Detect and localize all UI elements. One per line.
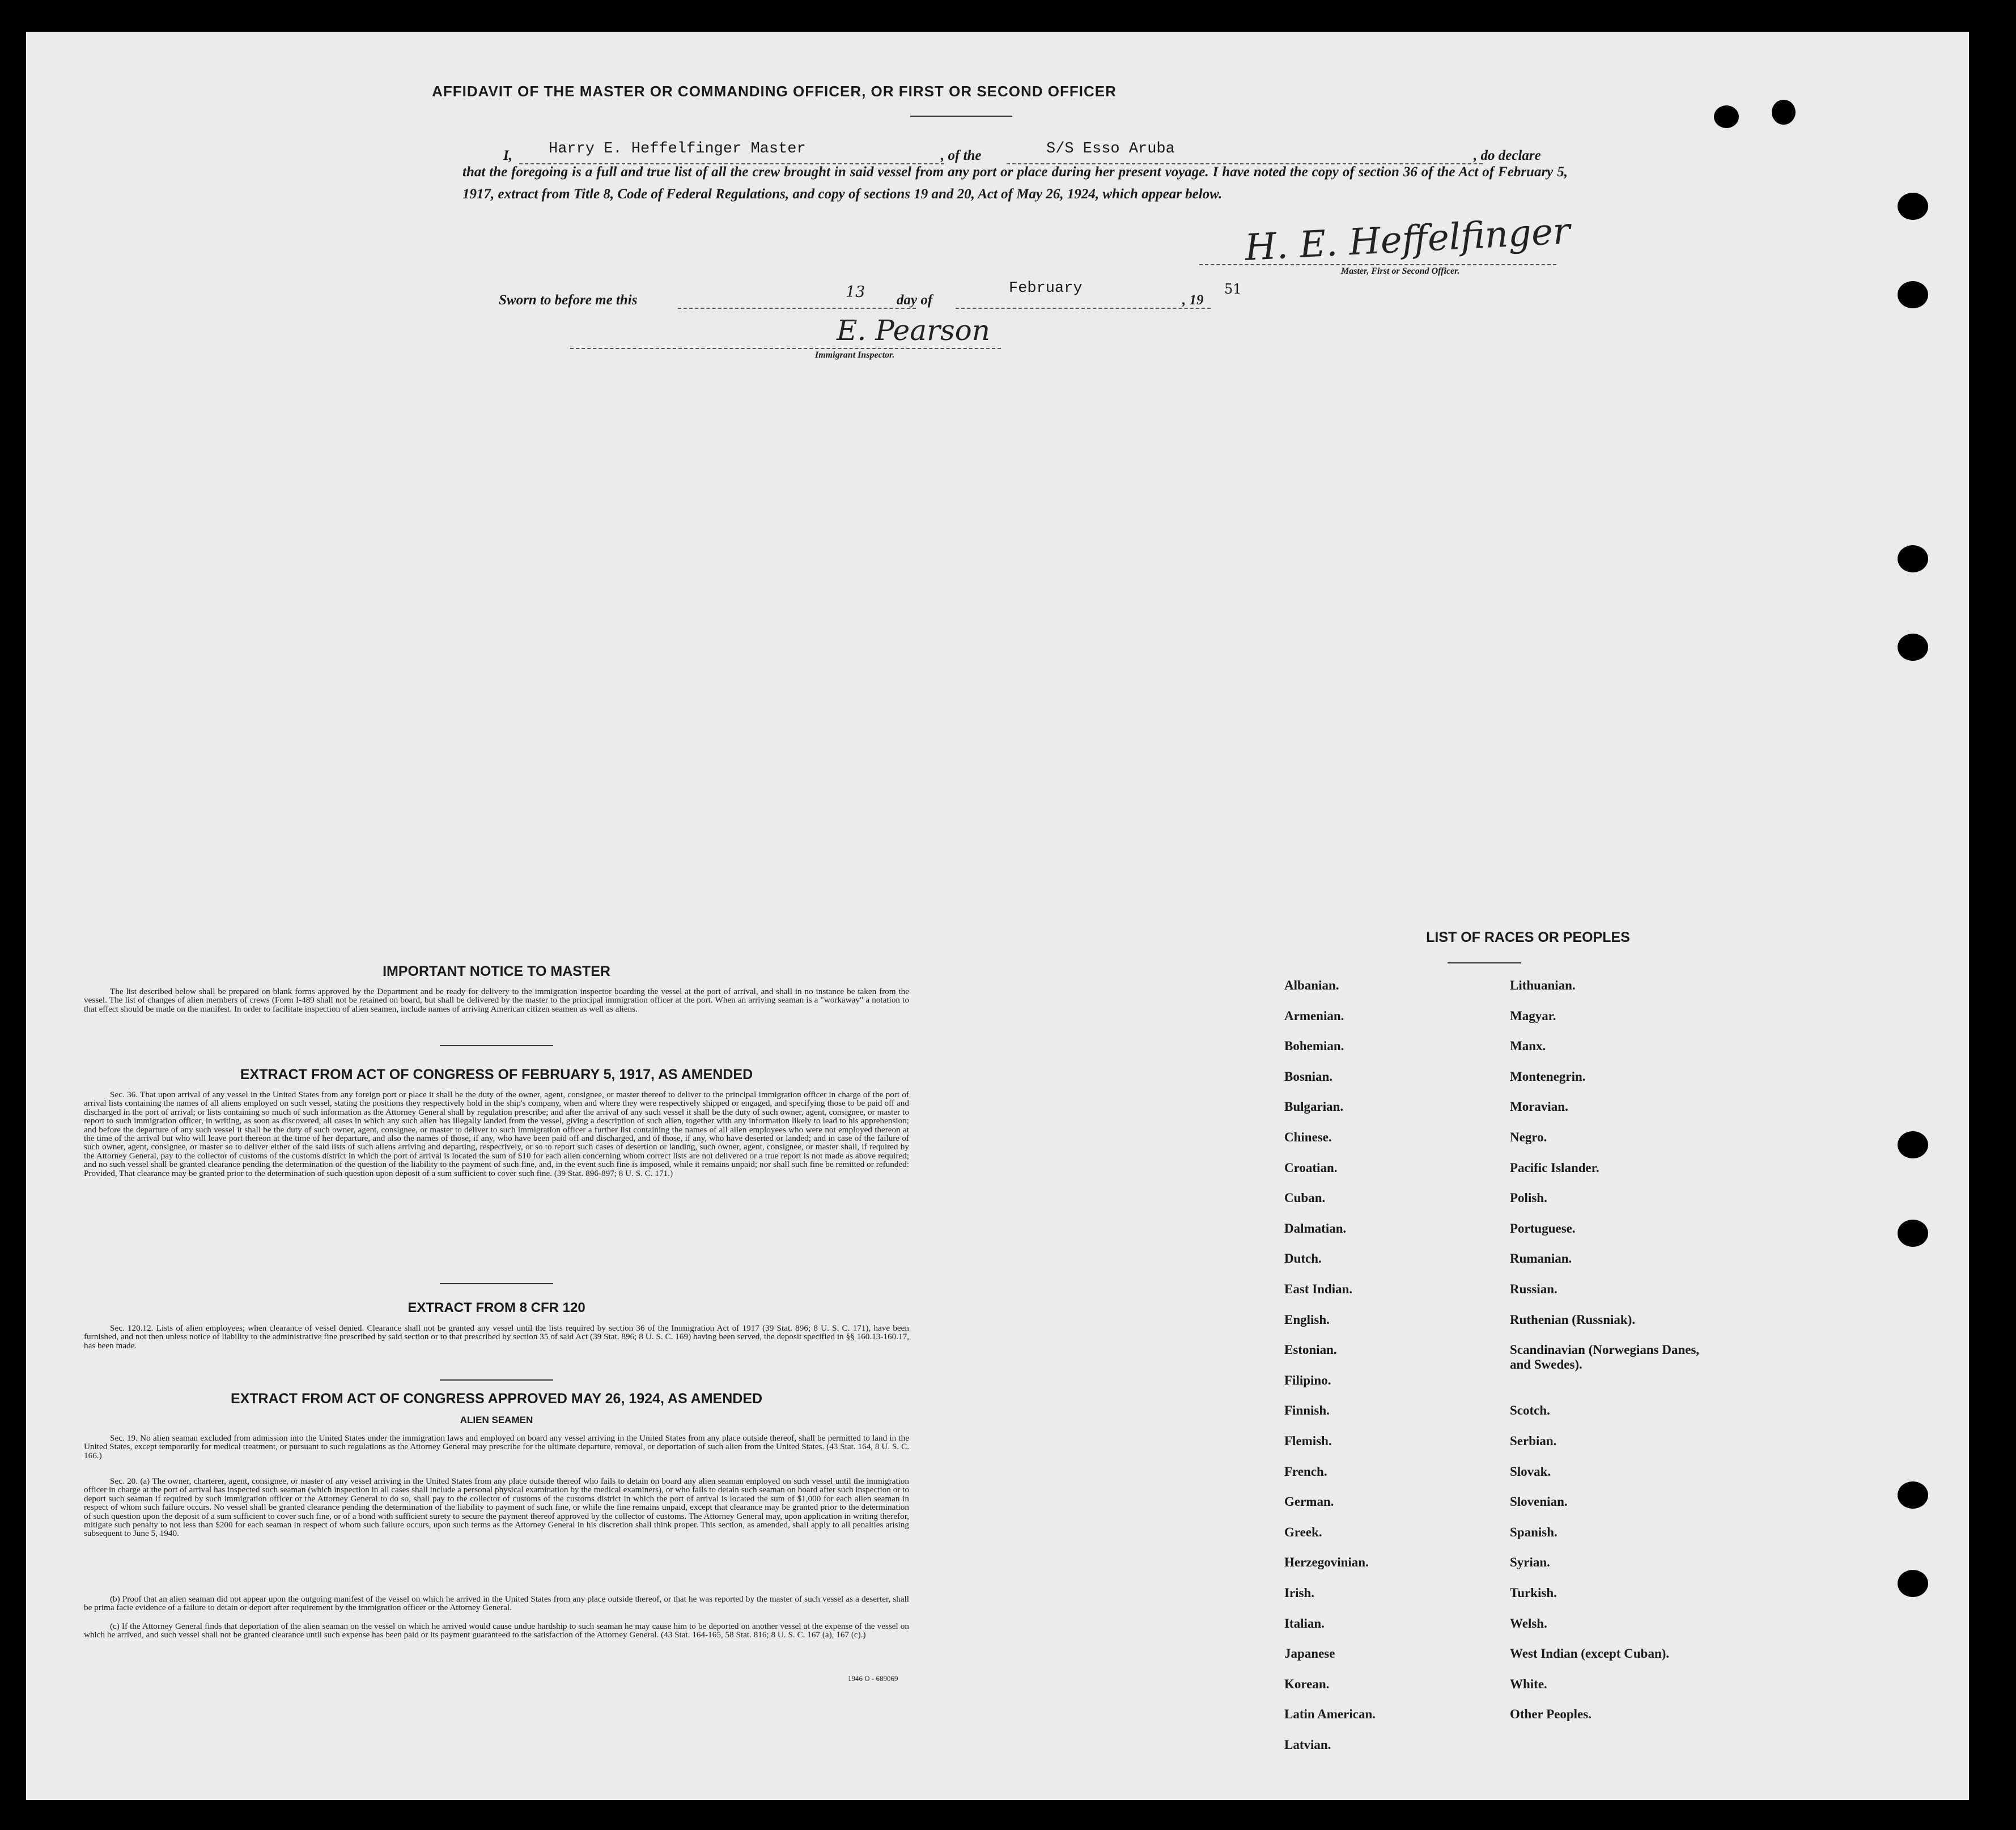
notice-title: IMPORTANT NOTICE TO MASTER — [383, 963, 610, 979]
race-item: Italian. — [1284, 1616, 1325, 1631]
races-title: LIST OF RACES OR PEOPLES — [1426, 929, 1630, 945]
race-item: Armenian. — [1284, 1008, 1344, 1023]
sec-20a-text: Sec. 20. (a) The owner, charterer, agent, consignee, or master of any vessel arriving in the United States from any place outside thereof who fails to detain on board any alien seaman employed on such vessel until the immigration officer in charge at the port of arrival has inspected such seaman (which inspection in all cases shall include a personal physical examination by the medical examiners), or who fails to detain such seaman on board after such inspection or to deport such seaman if required by such immigration officer or the Attorney General to do so, shall pay to the collector of customs of the customs district in which the port of arrival is located the sum of $1,000 for each alien seaman in respect of whom such failure occurs. No vessel shall be granted clearance pending the determination of the liability to payment of such fine, or while the fine remains unpaid, except that clearance may be granted prior to the determination of such question upon the deposit of a sum sufficient to cover such fine, or of a bond with sufficient surety to secure the payment thereof approved by the collector of customs. The Attorney General may, upon application in writing therefor, mitigate such penalty to not less than $200 for each seaman in respect of whom such failure occurs, upon such terms as the Attorney General in his discretion shall think proper. This section, as amended, shall apply to all penalties arising subsequent to June 5, 1940. — [84, 1476, 909, 1539]
race-item: Latin American. — [1284, 1707, 1376, 1722]
inspector-signature: E. Pearson — [837, 314, 990, 347]
race-item: Japanese — [1284, 1646, 1335, 1661]
extract-1924-title: EXTRACT FROM ACT OF CONGRESS APPROVED MAY 26, 1924, AS AMENDED — [230, 1391, 763, 1407]
affidavit-title: AFFIDAVIT OF THE MASTER OR COMMANDING OFFICER, OR FIRST OR SECOND OFFICER — [432, 83, 1117, 100]
race-item: Latvian. — [1284, 1738, 1331, 1752]
race-item: Korean. — [1284, 1676, 1330, 1691]
sworn-month-value: February — [1009, 280, 1083, 297]
sworn-year-value: 51 — [1224, 281, 1242, 297]
race-item: Herzegovinian. — [1284, 1555, 1369, 1570]
punch-hole — [1898, 634, 1928, 661]
race-item: Flemish. — [1284, 1434, 1332, 1448]
extract-1924-subtitle: ALIEN SEAMEN — [460, 1415, 533, 1425]
divider — [440, 1379, 553, 1381]
affidavit-i-label: I, — [503, 148, 512, 163]
race-item: Magyar. — [1510, 1008, 1556, 1023]
race-item: Slovak. — [1510, 1464, 1551, 1479]
race-item: Finnish. — [1284, 1403, 1330, 1418]
sec-20b-text: (b) Proof that an alien seaman did not appear upon the outgoing manifest of the vessel on which he arrived in the United States from any place outside thereof, or that he was reported by the master of such vessel as a deserter, shall be prima facie evidence of a failure to detain or deport after requirement by the immigration officer or the Attorney General. — [84, 1594, 909, 1613]
divider — [1448, 962, 1521, 963]
race-item: German. — [1284, 1494, 1334, 1509]
extract-1917-title: EXTRACT FROM ACT OF CONGRESS OF FEBRUARY 5, 1917, AS AMENDED — [240, 1067, 753, 1082]
of-the-label: , of the — [941, 148, 982, 163]
race-item: Cuban. — [1284, 1191, 1326, 1205]
race-item: Filipino. — [1284, 1373, 1331, 1387]
race-item: French. — [1284, 1464, 1327, 1479]
race-item: Ruthenian (Russniak). — [1510, 1312, 1636, 1327]
race-item: Portuguese. — [1510, 1221, 1576, 1235]
day-underline — [678, 308, 916, 309]
race-item: Scandinavian (Norwegians Danes, and Swedes). — [1510, 1343, 1700, 1372]
race-item: Slovenian. — [1510, 1494, 1568, 1509]
print-code: 1946 O - 689069 — [848, 1674, 898, 1683]
master-signature-caption: Master, First or Second Officer. — [1341, 266, 1460, 276]
race-item: Turkish. — [1510, 1586, 1557, 1600]
race-item: Bulgarian. — [1284, 1099, 1344, 1114]
race-item: Dalmatian. — [1284, 1221, 1347, 1235]
inspector-caption: Immigrant Inspector. — [815, 350, 895, 360]
race-item: Bosnian. — [1284, 1069, 1333, 1084]
master-signature-line — [1199, 264, 1556, 265]
race-item: Polish. — [1510, 1191, 1547, 1205]
race-item: Croatian. — [1284, 1160, 1338, 1175]
extract-cfr-text: Sec. 120.12. Lists of alien employees; when clearance of vessel denied. Clearance shall not be granted any vessel until the lists required by section 36 of the Immigration Act of 1917 (39 Stat. 896; 8 U. S. C. 171), have been furnished, and not then unless notice of liability to the administrative fine prescribed by said section or to that prescribed by section 35 of said Act (39 Stat. 896; 8 U. S. C. 169) having been served, the deposit specified in §§ 160.13-160.17, has been made. — [84, 1323, 909, 1351]
day-of-label: day of — [897, 292, 933, 308]
race-item: Pacific Islander. — [1510, 1160, 1599, 1175]
divider — [440, 1283, 553, 1284]
race-item: Estonian. — [1284, 1343, 1337, 1357]
divider — [910, 116, 1012, 117]
vessel-name-value: S/S Esso Aruba — [1046, 141, 1175, 158]
affidavit-body: that the foregoing is a full and true list of all the crew brought in said vessel from any port or place during her present voyage. I have noted the copy of section 36 of the Act of February 5, 1917, extract from Title 8, Code of Federal Regulations, and copy of sections 19 and 20, Act of May 26, 1924, which appear below. — [462, 164, 1568, 202]
sworn-day-value: 13 — [846, 283, 865, 301]
race-item: Scotch. — [1510, 1403, 1550, 1418]
race-item: Greek. — [1284, 1525, 1322, 1539]
punch-hole — [1898, 545, 1928, 572]
sec-20c-text: (c) If the Attorney General finds that deportation of the alien seaman on the vessel on which he arrived would cause undue hardship to such seaman he may cause him to be deported on another vessel at the expense of the vessel on which he arrived, and such vessel shall not be granted clearance until such expense has been paid or its payment guaranteed to the satisfaction of the Attorney General. (43 Stat. 164-165, 58 Stat. 816; 8 U. S. C. 167 (a), 167 (c).) — [84, 1621, 909, 1640]
race-item: Russian. — [1510, 1282, 1557, 1296]
notice-text: The list described below shall be prepared on blank forms approved by the Department and be ready for delivery to the immigration inspector boarding the vessel at the port of arrival, and shall in no instance be taken from the vessel. The list of changes of alien members of crews (Form I-489 shall not be retained on board, but shall be delivered by the master to the principal immigration officer at the port. When an arriving seaman is a "workaway" a notation to that effect should be made on the manifest. In order to facilitate inspection of alien seamen, include names of arriving American citizen seamen as well as aliens. — [84, 987, 909, 1014]
race-item: East Indian. — [1284, 1282, 1353, 1296]
punch-hole — [1898, 193, 1928, 220]
master-signature: H. E. Heffelfinger — [1243, 210, 1572, 269]
year-prefix-label: , 19 — [1182, 292, 1204, 308]
race-item: Spanish. — [1510, 1525, 1557, 1539]
punch-hole — [1898, 1131, 1928, 1158]
race-item: Montenegrin. — [1510, 1069, 1586, 1084]
race-item: Negro. — [1510, 1130, 1547, 1144]
race-item: White. — [1510, 1676, 1547, 1691]
month-underline — [956, 308, 1211, 309]
punch-hole — [1714, 105, 1739, 128]
race-item: Syrian. — [1510, 1555, 1550, 1570]
race-item: English. — [1284, 1312, 1330, 1327]
race-item: West Indian (except Cuban). — [1510, 1646, 1670, 1661]
document-page — [26, 32, 1969, 1800]
master-name-value: Harry E. Heffelfinger Master — [549, 141, 806, 158]
race-item: Moravian. — [1510, 1099, 1568, 1114]
sworn-label: Sworn to before me this — [499, 292, 638, 308]
punch-hole — [1772, 100, 1796, 125]
punch-hole — [1898, 1570, 1928, 1597]
race-item: Other Peoples. — [1510, 1707, 1591, 1722]
do-declare-label: , do declare — [1474, 148, 1541, 163]
race-item: Serbian. — [1510, 1434, 1557, 1448]
race-item: Rumanian. — [1510, 1251, 1572, 1266]
race-item: Lithuanian. — [1510, 978, 1576, 992]
race-item: Manx. — [1510, 1039, 1546, 1054]
race-item: Irish. — [1284, 1586, 1315, 1600]
inspector-signature-line — [570, 348, 1001, 349]
extract-cfr-title: EXTRACT FROM 8 CFR 120 — [408, 1300, 585, 1315]
punch-hole — [1898, 281, 1928, 308]
punch-hole — [1898, 1481, 1928, 1509]
race-item: Dutch. — [1284, 1251, 1322, 1266]
race-item: Albanian. — [1284, 978, 1339, 992]
race-item: Welsh. — [1510, 1616, 1547, 1631]
punch-hole — [1898, 1220, 1928, 1247]
extract-1917-text: Sec. 36. That upon arrival of any vessel in the United States from any foreign port or place it shall be the duty of the owner, agent, consignee, or master thereof to deliver to the principal immigration officer in charge of the port of arrival lists containing the names of all aliens employed on such vessel, stating the positions they respectively hold in the ship's company, when and where they were respectively shipped or engaged, and specifying those to be paid off and discharged in the port of arrival; or lists containing so much of such information as the Attorney General shall by regulation prescribe; and after the arrival of any such vessel it shall be the duty of such owner, agent, consignee, or master to report to such immigration officer, in writing, as soon as discovered, all cases in which any such alien has illegally landed from the vessel, giving a description of such alien, together with any information likely to lead to his apprehension; and before the departure of any such vessel it shall be the duty of such owner, agent, consignee, or master to deliver to such immigration officer a further list containing the names of all alien employees who were not employed thereon at the time of the arrival but who will leave port thereon at the time of her departure, and also the names of those, if any, who have been paid off and discharged, and of those, if any, who have deserted or landed; and in case of the failure of such owner, agent, consignee, or master so to deliver either of the said lists of such aliens arriving and departing, respectively, or so to report such cases of desertion or landing, such owner, agent, consignee, or master shall, if required by the Attorney General, pay to the collector of customs of the customs district in which the port of arrival is located the sum of $10 for each alien concerning whom correct lists are not delivered or a true report is not made as above required; and no such vessel shall be granted clearance pending the determination of the question of the liability to the payment of such fine, and, in the event such fine is imposed, while it remains unpaid; nor shall such fine be remitted or refunded: Provided, That clearance may be granted prior to the determination of such question upon deposit of a sum sufficient to cover such fine. (39 Stat. 896-897; 8 U. S. C. 171.) — [84, 1090, 909, 1178]
sec-19-text: Sec. 19. No alien seaman excluded from admission into the United States under the immigration laws and employed on board any vessel arriving in the United States from any place outside thereof, shall be permitted to land in the United States, except temporarily for medical treatment, or pursuant to such regulations as the Attorney General may prescribe for the ultimate departure, removal, or deportation of such alien from the United States. (43 Stat. 164, 8 U. S. C. 166.) — [84, 1433, 909, 1460]
race-item: Chinese. — [1284, 1130, 1332, 1144]
divider — [440, 1045, 553, 1046]
race-item: Bohemian. — [1284, 1039, 1344, 1054]
